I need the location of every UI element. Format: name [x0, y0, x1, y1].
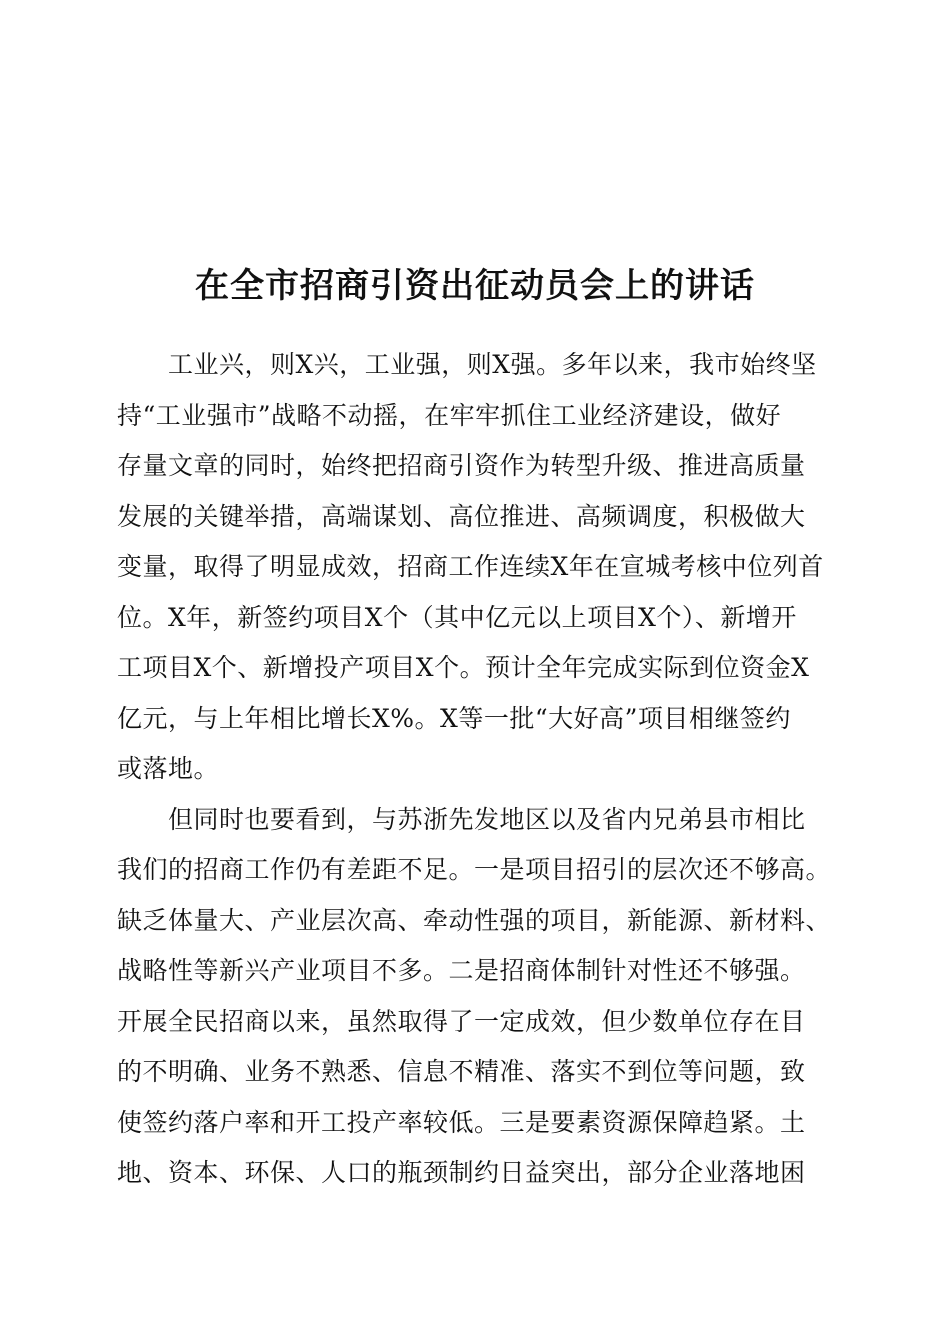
text-line: 持“工业强市”战略不动摇，在牢牢抓住工业经济建设，做好 — [117, 400, 782, 430]
text-line: 我们的招商工作仍有差距不足。一是项目招引的层次还不够高。 — [117, 855, 832, 884]
text-line: 位。X年，新签约项目X个（其中亿元以上项目X个）、新增开 — [117, 602, 797, 632]
text-line: 发展的关键举措，高端谋划、高位推进、高频调度，积极做大 — [117, 501, 806, 531]
text-line: 战略性等新兴产业项目不多。二是招商体制针对性还不够强。 — [117, 956, 806, 985]
text-line: 但同时也要看到，与苏浙先发地区以及省内兄弟县市相比 — [117, 804, 806, 834]
text-line: 开展全民招商以来，虽然取得了一定成效，但少数单位存在目 — [117, 1006, 806, 1036]
document-title: 在全市招商引资出征动员会上的讲话 — [195, 266, 755, 306]
text-line: 地、资本、环保、人口的瓶颈制约日益突出，部分企业落地困 — [117, 1158, 806, 1187]
text-line: 或落地。 — [117, 754, 220, 783]
document-body — [117, 340, 837, 1199]
text-line: 变量，取得了明显成效，招商工作连续X年在宣城考核中位列首 — [117, 552, 824, 581]
text-line: 的不明确、业务不熟悉、信息不精准、落实不到位等问题，致 — [117, 1057, 806, 1086]
text-line: 亿元，与上年相比增长X%。X等一批“大好高”项目相继签约 — [117, 703, 791, 733]
text-line: 使签约落户率和开工投产率较低。三是要素资源保障趋紧。土 — [117, 1107, 806, 1137]
text-line: 工业兴，则X兴，工业强，则X强。多年以来，我市始终坚 — [117, 350, 817, 379]
text-line: 存量文章的同时，始终把招商引资作为转型升级、推进高质量 — [117, 451, 806, 480]
text-line: 缺乏体量大、产业层次高、牵动性强的项目，新能源、新材料、 — [117, 905, 832, 935]
text-line: 工项目X个、新增投产项目X个。预计全年完成实际到位资金X — [117, 653, 810, 682]
